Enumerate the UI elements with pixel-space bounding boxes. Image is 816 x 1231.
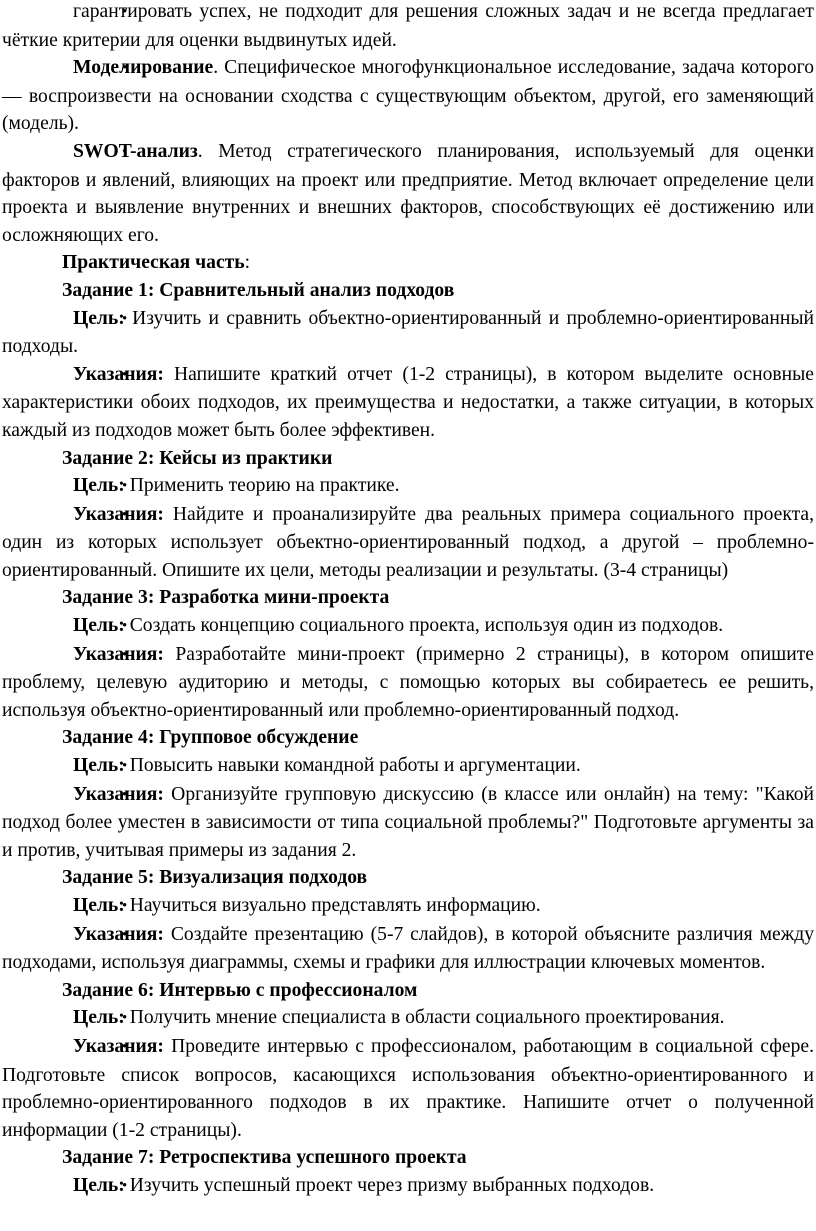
instructions-label: Указания: xyxy=(73,1035,164,1057)
task-7-title xyxy=(2,1144,814,1172)
instructions-text: Найдите и проанализируйте два реальных примера социального проекта, один из которых использует объектно-ориентированный подход, а другой – проблемно-ориентированный. Опишите их цели, методы реализации и результаты. (3-4 страницы) xyxy=(2,503,814,581)
goal-text: Получить мнение специалиста в области социального проектирования. xyxy=(124,1007,725,1029)
term-swot: SWOT-анализ xyxy=(73,140,198,162)
instructions-label: Указания: xyxy=(73,363,164,385)
goal-label: Цель: xyxy=(73,615,125,637)
task-6-goal xyxy=(2,1004,814,1033)
instructions-text: Напишите краткий отчет (1-2 страницы), в котором выделите основные характеристики обоих подходов, их преимущества и недостатки, а также ситуации, в которых каждый из подходов может быть более эффективен. xyxy=(2,363,814,441)
goal-label: Цель: xyxy=(73,475,125,497)
practical-heading-suffix: : xyxy=(244,252,251,274)
task-6-instructions xyxy=(2,1033,814,1144)
goal-label: Цель: xyxy=(73,1007,125,1029)
task-5-title xyxy=(2,864,814,892)
task-5-instructions xyxy=(2,921,814,977)
instructions-text: Проведите интервью с профессионалом, работающим в социальной сфере. Подготовьте список вопросов, касающихся использования объектно-ориентированного и проблемно-ориентированного подходов в их практике. Напишите отчет о полученной информации (1-2 страницы). xyxy=(2,1035,814,1141)
task-5-goal xyxy=(2,892,814,921)
intro-item3-text: . Метод стратегического планирования, используемый для оценки факторов и явлений, влияющих на проект или предприятие. Метод включает определение цели проекта и выявление внутренних и внешних факторов, способствующих её достижению или осложняющих его. xyxy=(2,140,814,246)
instructions-text: Разработайте мини-проект (примерно 2 страницы), в котором опишите проблему, целевую аудиторию и методы, с помощью которых вы собираетесь ее решить, используя объектно-ориентированный или проблемно-ориентированный подход. xyxy=(2,643,814,721)
practical-heading xyxy=(2,249,814,277)
instructions-text: Организуйте групповую дискуссию (в классе или онлайн) на тему: "Какой подход более уместен в зависимости от типа социальной проблемы?" Подготовьте аргументы за и против, учитывая примеры из задания 2. xyxy=(2,783,814,861)
practical-heading-text: Практическая часть xyxy=(62,252,245,274)
term-modeling: Моделирование xyxy=(73,57,214,79)
goal-text: Применить теорию на практике. xyxy=(124,475,400,497)
goal-label: Цель: xyxy=(73,755,125,777)
goal-label: Цель: xyxy=(73,1174,125,1196)
intro-list-item xyxy=(2,0,814,54)
instructions-label: Указания: xyxy=(73,503,164,525)
task-4-goal xyxy=(2,752,814,781)
instructions-label: Указания: xyxy=(73,643,164,665)
task-1-instructions xyxy=(2,361,814,445)
task-1-goal xyxy=(2,305,814,361)
instructions-text: Создайте презентацию (5-7 слайдов), в которой объясните различия между подходами, используя диаграммы, схемы и графики для иллюстрации ключевых моментов. xyxy=(2,923,814,974)
goal-label: Цель: xyxy=(73,895,125,916)
task-4-instructions xyxy=(2,781,814,865)
task-3-instructions xyxy=(2,641,814,725)
task-title-text: Задание 1: Сравнительный анализ подходов xyxy=(62,279,455,301)
goal-text: Повысить навыки командной работы и аргументации. xyxy=(124,755,581,777)
task-2-title xyxy=(2,445,814,473)
goal-text: Создать концепцию социального проекта, используя один из подходов. xyxy=(124,615,724,637)
intro-item1-text: гарантировать успех, не подходит для решения сложных задач и не всегда предлагает чёткие критерии для оценки выдвинутых идей. xyxy=(2,1,814,51)
task-7-goal xyxy=(2,1172,814,1201)
task-3-goal xyxy=(2,612,814,641)
task-title-text: Задание 2: Кейсы из практики xyxy=(62,447,333,469)
task-title-text: Задание 5: Визуализация подходов xyxy=(62,867,368,889)
instructions-label: Указания: xyxy=(73,783,164,805)
intro-item2-text: . Специфическое многофункциональное исследование, задача которого — воспроизвести на основании сходства с существующим объектом, другой, его заменяющий (модель). xyxy=(2,57,814,135)
goal-label: Цель: xyxy=(73,307,125,329)
task-6-title xyxy=(2,977,814,1005)
instructions-label: Указания: xyxy=(73,923,164,945)
task-title-text: Задание 7: Ретроспектива успешного проекта xyxy=(62,1147,467,1169)
task-2-instructions xyxy=(2,501,814,585)
goal-text: Изучить и сравнить объектно-ориентированный и проблемно-ориентированный подходы. xyxy=(2,307,814,358)
task-4-title xyxy=(2,724,814,752)
intro-list-item-swot xyxy=(2,138,814,249)
task-3-title xyxy=(2,584,814,612)
task-title-text: Задание 4: Групповое обсуждение xyxy=(62,727,359,749)
task-title-text: Задание 6: Интервью с профессионалом xyxy=(62,979,418,1001)
goal-text: Изучить успешный проект через призму выбранных подходов. xyxy=(124,1174,655,1196)
intro-list-item-modeling xyxy=(2,54,814,138)
goal-text: Научиться визуально представлять информацию. xyxy=(124,895,541,916)
task-title-text: Задание 3: Разработка мини-проекта xyxy=(62,587,390,609)
task-1-title xyxy=(2,277,814,305)
task-2-goal xyxy=(2,472,814,501)
